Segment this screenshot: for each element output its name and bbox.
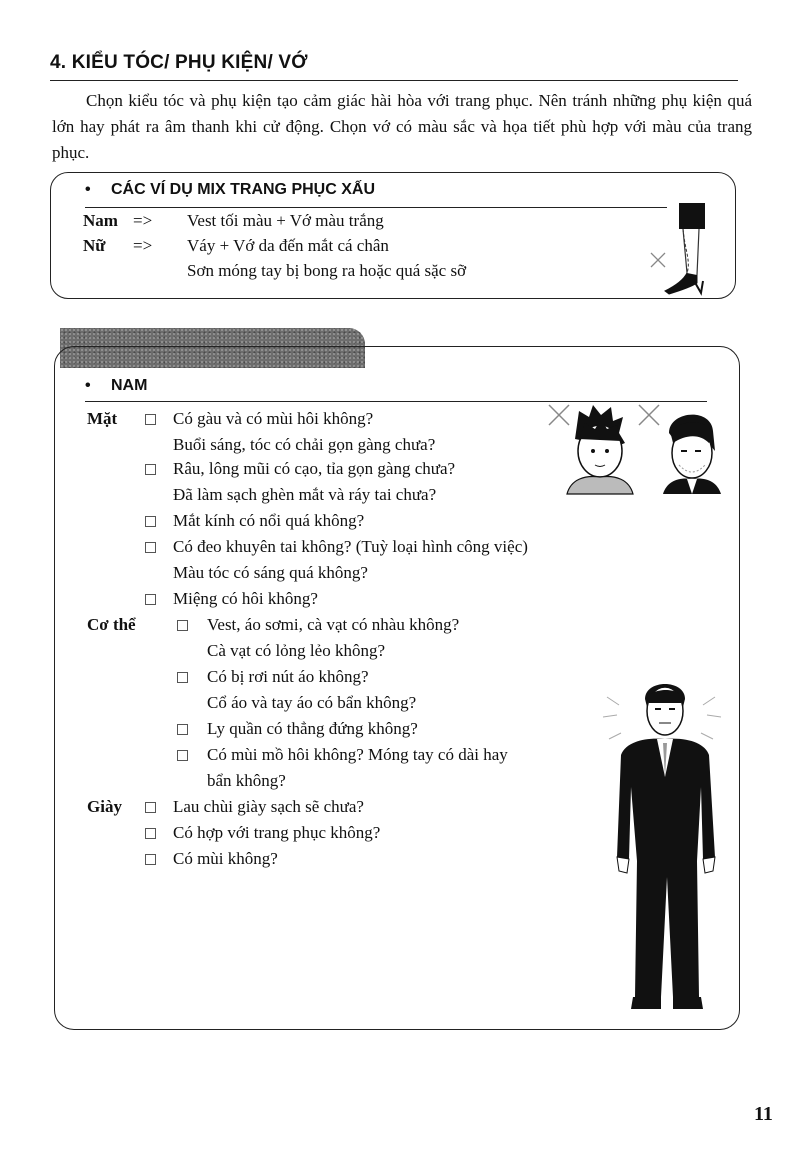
label-nam: Nam: [83, 211, 118, 230]
bullet: •: [85, 377, 91, 394]
checkbox[interactable]: [177, 620, 188, 631]
checklist-box: [54, 346, 740, 1030]
bad-examples-title: [85, 181, 667, 208]
checkbox[interactable]: [145, 542, 156, 553]
checkbox[interactable]: [177, 672, 188, 683]
checklist-item: Buổi sáng, tóc có chải gọn gàng chưa?: [173, 435, 436, 454]
checklist-item: Vest, áo sơmi, cà vạt có nhàu không?: [207, 615, 460, 634]
section-label-mat: Mặt: [87, 409, 118, 428]
checklist-item: Ly quần có thẳng đứng không?: [207, 719, 418, 738]
checklist-item: Có mùi mồ hôi không? Móng tay có dài hay: [207, 745, 508, 764]
checkbox[interactable]: [177, 724, 188, 735]
bad-examples-title-text: CÁC VÍ DỤ MIX TRANG PHỤC XẤU: [111, 181, 376, 198]
checklist-item: Có đeo khuyên tai không? (Tuỳ loại hình công việc): [173, 537, 528, 556]
intro-paragraph: Chọn kiểu tóc và phụ kiện tạo cảm giác hài hòa với trang phục. Nên tránh những phụ kiện quá lớn hay phát ra âm thanh khi cử động. Chọn vớ có màu sắc và họa tiết phù hợp với màu của trang phục.: [52, 91, 752, 162]
checklist-item: Có hợp với trang phục không?: [173, 823, 381, 842]
checklist-item: Cổ áo và tay áo có bẩn không?: [207, 693, 417, 712]
checkbox[interactable]: [145, 854, 156, 865]
checklist-title-text: NAM: [111, 377, 148, 394]
checklist-item: Lau chùi giày sạch sẽ chưa?: [173, 797, 364, 816]
checkbox[interactable]: [145, 594, 156, 605]
checkbox[interactable]: [177, 750, 188, 761]
bullet: •: [85, 181, 91, 198]
checkbox[interactable]: [145, 464, 156, 475]
section-label-co-the: Cơ thể: [87, 615, 136, 634]
woman-legs-illustration: [647, 201, 717, 297]
messy-hair-man-illustration: [545, 399, 635, 494]
checkbox[interactable]: [145, 414, 156, 425]
example-text: Vest tối màu + Vớ màu trắng: [187, 211, 384, 230]
bad-examples-box: [50, 172, 736, 299]
example-text: Sơn móng tay bị bong ra hoặc quá sặc sỡ: [187, 261, 467, 280]
section-heading: 4. KIỂU TÓC/ PHỤ KIỆN/ VỚ: [50, 52, 738, 81]
label-nu: Nữ: [83, 236, 106, 255]
checklist-item: Miệng có hôi không?: [173, 589, 318, 608]
checklist-item: Có gàu và có mùi hôi không?: [173, 409, 374, 428]
checklist-item: Có mùi không?: [173, 849, 278, 868]
arrow: =>: [133, 211, 153, 230]
checkbox[interactable]: [145, 516, 156, 527]
checklist-item: Màu tóc có sáng quá không?: [173, 563, 368, 582]
example-text: Váy + Vớ da đến mắt cá chân: [187, 236, 389, 255]
page-number: 11: [754, 1103, 773, 1125]
beard-man-illustration: [635, 399, 725, 494]
checklist-item: Có bị rơi nút áo không?: [207, 667, 369, 686]
checklist-item: Đã làm sạch ghèn mắt và ráy tai chưa?: [173, 485, 437, 504]
checkbox[interactable]: [145, 828, 156, 839]
checkbox[interactable]: [145, 802, 156, 813]
man-in-suit-illustration: [603, 677, 733, 1012]
arrow: =>: [133, 236, 153, 255]
checklist-item: Mắt kính có nổi quá không?: [173, 511, 365, 530]
checklist-item: Cà vạt có lỏng lẻo không?: [207, 641, 385, 660]
checklist-item: Râu, lông mũi có cạo, tỉa gọn gàng chưa?: [173, 459, 456, 478]
section-label-giay: Giày: [87, 797, 122, 816]
checklist-item: bẩn không?: [207, 771, 286, 790]
